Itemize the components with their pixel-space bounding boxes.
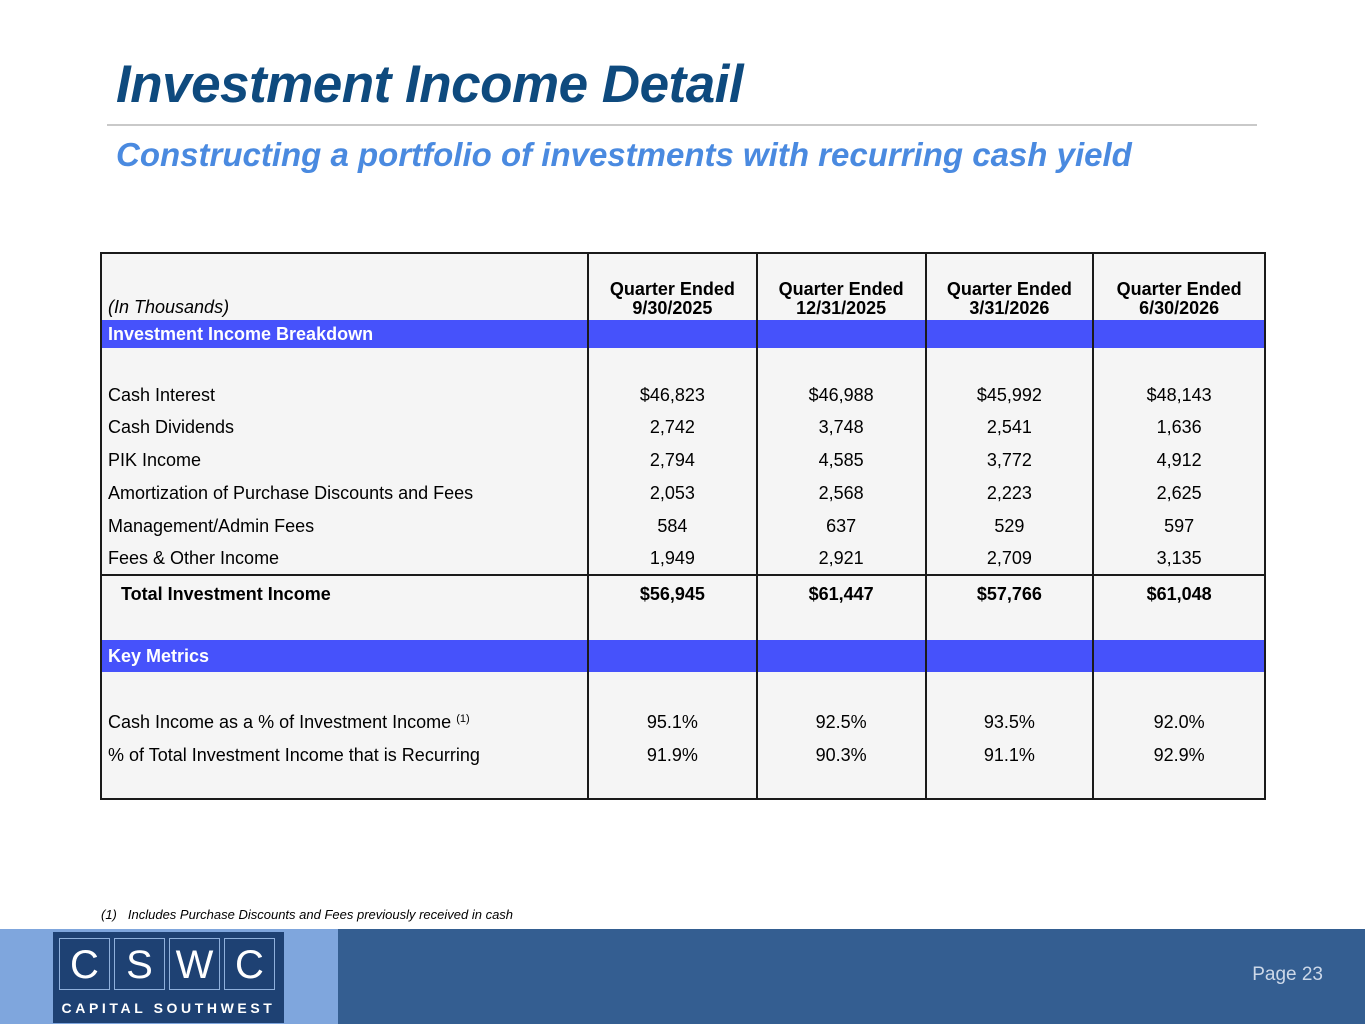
logo-letter: C: [59, 938, 110, 990]
cell-value: 2,541: [926, 411, 1094, 444]
cell-value: 529: [926, 510, 1094, 542]
section-cell: [926, 320, 1094, 348]
section-cell: [757, 320, 926, 348]
section-title-income-breakdown: Investment Income Breakdown: [101, 320, 588, 348]
investment-income-table-container: [100, 252, 1266, 800]
cell-value: 4,912: [1093, 444, 1265, 477]
spacer-row: [101, 672, 1265, 706]
footnote: [101, 907, 513, 922]
total-value: $57,766: [926, 575, 1094, 613]
footer-logo-panel: [0, 929, 338, 1024]
footer-bar: [0, 929, 1365, 1024]
cell-value: $45,992: [926, 379, 1094, 411]
column-header-date: 3/31/2026: [969, 298, 1050, 318]
row-label: PIK Income: [108, 450, 202, 470]
section-header-row: [101, 640, 1265, 672]
row-label: Amortization of Purchase Discounts and Fees: [108, 483, 474, 503]
column-header-date: 6/30/2026: [1139, 298, 1220, 318]
section-cell: [588, 640, 757, 672]
metric-label: Cash Income as a % of Investment Income: [108, 712, 452, 732]
cell-value: 91.1%: [926, 739, 1094, 772]
cell-value: 1,636: [1093, 411, 1265, 444]
cell-value: $46,823: [588, 379, 757, 411]
footnote-ref: (1): [456, 713, 470, 725]
table-row: [101, 477, 1265, 510]
table-row: [101, 739, 1265, 772]
footnote-number: (1): [101, 907, 117, 922]
column-header: [757, 253, 926, 320]
table-row: [101, 444, 1265, 477]
column-header-date: 9/30/2025: [632, 298, 713, 318]
logo-tagline: CAPITAL SOUTHWEST: [61, 1000, 276, 1016]
section-cell: [588, 320, 757, 348]
cell-value: 584: [588, 510, 757, 542]
spacer-row: [101, 613, 1265, 640]
cell-value: 92.0%: [1093, 706, 1265, 739]
row-label: Cash Interest: [108, 384, 216, 405]
cell-value: 597: [1093, 510, 1265, 542]
table-row: [101, 379, 1265, 411]
cell-value: 2,742: [588, 411, 757, 444]
cell-value: 2,568: [757, 477, 926, 510]
cell-value: 95.1%: [588, 706, 757, 739]
cell-value: $48,143: [1093, 379, 1265, 411]
cell-value: 91.9%: [588, 739, 757, 772]
column-header-line1: Quarter Ended: [778, 279, 904, 299]
spacer-row: [101, 348, 1265, 379]
column-header-line1: Quarter Ended: [609, 279, 735, 299]
column-header-line1: Quarter Ended: [1116, 279, 1242, 299]
total-value: $56,945: [588, 575, 757, 613]
cell-value: 2,053: [588, 477, 757, 510]
section-cell: [1093, 320, 1265, 348]
table-row: [101, 542, 1265, 575]
column-header-line1: Quarter Ended: [946, 279, 1072, 299]
section-header-row: [101, 320, 1265, 348]
column-header: [1093, 253, 1265, 320]
cell-value: 2,223: [926, 477, 1094, 510]
cell-value: 3,135: [1093, 542, 1265, 575]
section-cell: [926, 640, 1094, 672]
logo-letter: W: [169, 938, 220, 990]
table-row: [101, 411, 1265, 444]
row-label: Cash Dividends: [108, 417, 235, 437]
cell-value: 3,748: [757, 411, 926, 444]
cell-value: $46,988: [757, 379, 926, 411]
column-header-date: 12/31/2025: [796, 298, 887, 318]
total-row: [101, 575, 1265, 613]
total-label: Total Investment Income: [101, 575, 588, 613]
row-label: [101, 706, 588, 739]
section-cell: [1093, 640, 1265, 672]
logo-letter: S: [114, 938, 165, 990]
total-value: $61,447: [757, 575, 926, 613]
cell-value: 93.5%: [926, 706, 1094, 739]
cswc-logo: [53, 932, 284, 1023]
cell-value: 637: [757, 510, 926, 542]
logo-letter-boxes: [59, 938, 275, 990]
title-divider: [107, 124, 1257, 126]
spacer-row: [101, 772, 1265, 799]
cell-value: 92.9%: [1093, 739, 1265, 772]
investment-income-table: [100, 252, 1266, 800]
cell-value: 90.3%: [757, 739, 926, 772]
table-row: [101, 510, 1265, 542]
table-row: [101, 706, 1265, 739]
footnote-text: Includes Purchase Discounts and Fees previously received in cash: [127, 907, 514, 922]
units-label: (In Thousands): [108, 297, 230, 317]
cell-value: 4,585: [757, 444, 926, 477]
page-subtitle: Constructing a portfolio of investments with recurring cash yield: [116, 136, 1132, 173]
section-cell: [757, 640, 926, 672]
column-header: [926, 253, 1094, 320]
page-number: Page 23: [1252, 964, 1323, 985]
table-header-row: [101, 253, 1265, 320]
cell-value: 2,921: [757, 542, 926, 575]
cell-value: 2,625: [1093, 477, 1265, 510]
logo-letter: C: [224, 938, 275, 990]
section-title-key-metrics: Key Metrics: [101, 640, 588, 672]
row-label: Management/Admin Fees: [108, 515, 315, 536]
cell-value: 3,772: [926, 444, 1094, 477]
total-value: $61,048: [1093, 575, 1265, 613]
row-label: % of Total Investment Income that is Recurring: [108, 745, 480, 765]
cell-value: 2,709: [926, 542, 1094, 575]
cell-value: 2,794: [588, 444, 757, 477]
page-title: Investment Income Detail: [116, 55, 744, 114]
row-label: Fees & Other Income: [108, 547, 280, 568]
cell-value: 92.5%: [757, 706, 926, 739]
column-header: [588, 253, 757, 320]
cell-value: 1,949: [588, 542, 757, 575]
